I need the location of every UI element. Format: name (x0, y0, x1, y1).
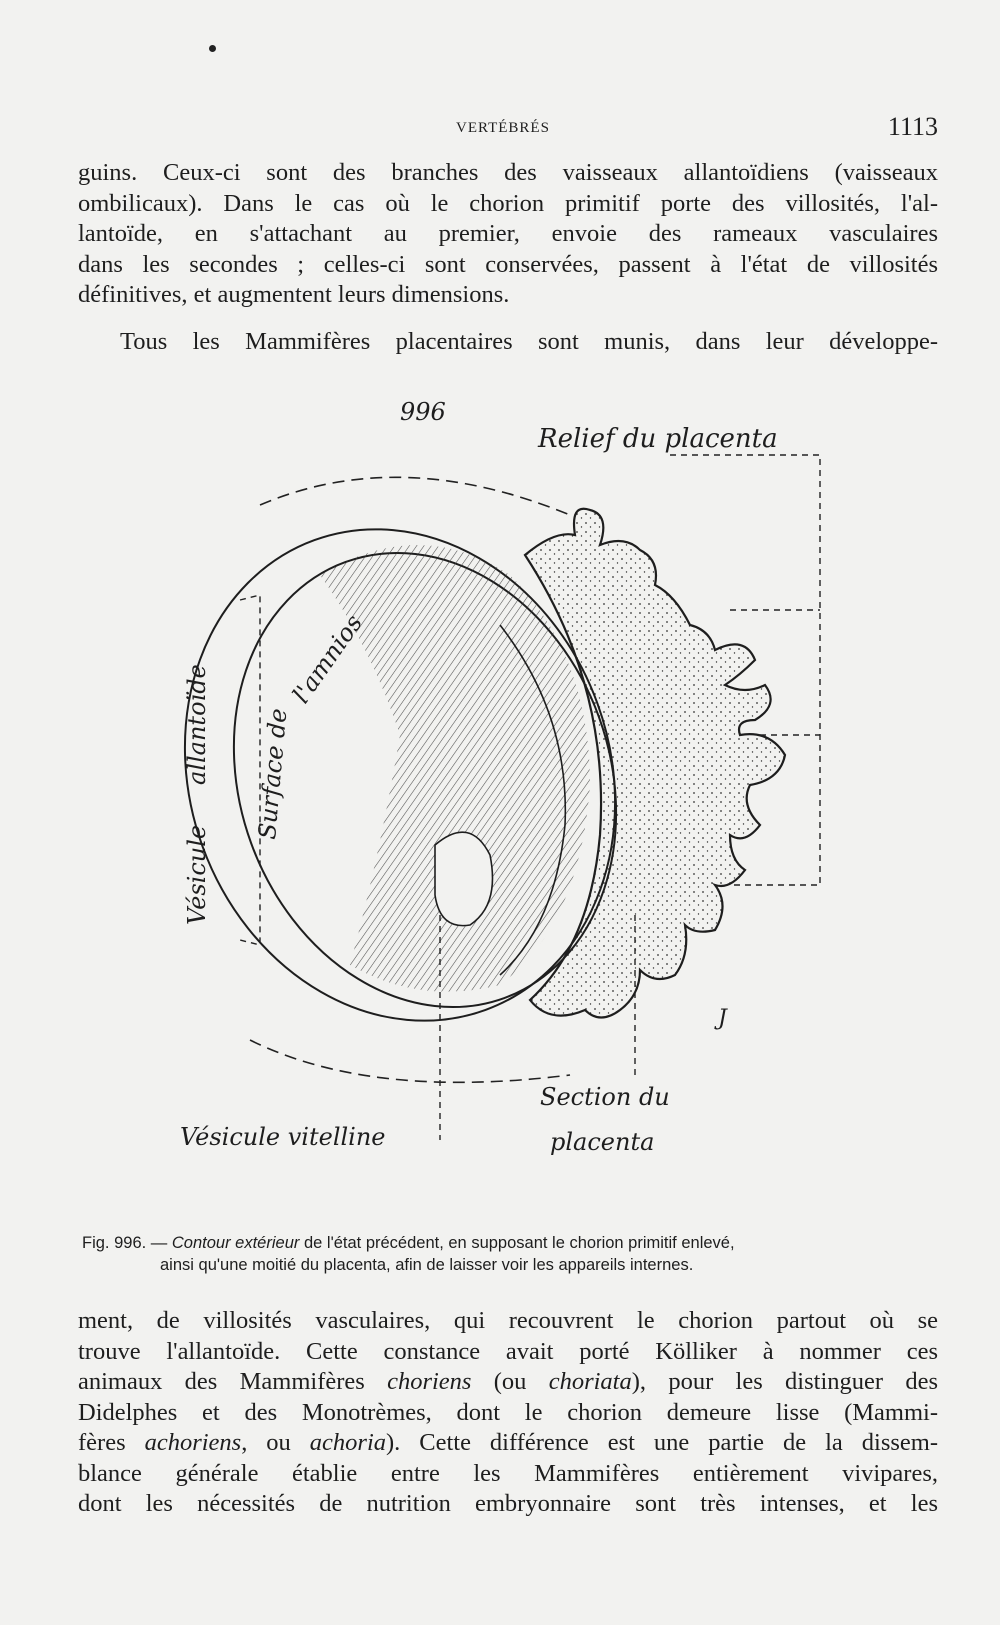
italic-term: achoriens (144, 1429, 242, 1456)
embryo-form (435, 832, 493, 925)
text-line: Tous les Mammifères placentaires sont munis, dans leur développe- (120, 328, 938, 355)
text-line: dont les nécessités de nutrition embryonnaire sont très intenses, et les (78, 1490, 938, 1517)
italic-term: choriens (387, 1368, 472, 1395)
caption-title: Contour extérieur (171, 1234, 300, 1252)
ink-speck (209, 45, 216, 52)
figure-996 (170, 385, 870, 1215)
text-line: blance générale établie entre les Mammifères entièrement vivipares, (78, 1459, 938, 1487)
label-surface: Surface de (253, 707, 293, 841)
italic-term: achoria (309, 1429, 386, 1456)
text-line: lantoïde, en s'attachant au premier, envoie des rameaux vasculaires (78, 220, 938, 247)
page-number: 1113 (887, 112, 938, 141)
figure-number: 996 (400, 398, 446, 426)
text-line: ment, de villosités vasculaires, qui recouvrent le chorion partout où se (78, 1307, 938, 1334)
caption-line1: de l'état précédent, en supposant le chorion primitif enlevé, (303, 1234, 735, 1252)
label-section: Section du (540, 1083, 670, 1111)
label-vesicule: Vésicule (183, 824, 211, 925)
text-line: trouve l'allantoïde. Cette constance avait porté Kölliker à nommer ces (78, 1337, 938, 1365)
label-placenta: placenta (550, 1128, 655, 1156)
caption-line2: ainsi qu'une moitié du placenta, afin de laisser voir les appareils internes. (160, 1256, 694, 1274)
text-line: animaux des Mammifères choriens (ou choriata), pour les distinguer des (78, 1368, 938, 1395)
italic-term: choriata (548, 1368, 632, 1395)
outer-dashed-arc (260, 477, 570, 515)
top-paragraph (78, 158, 938, 311)
text-line: Didelphes et des Monotrèmes, dont le chorion demeure lisse (Mammi- (78, 1398, 938, 1426)
text-line: guins. Ceux-ci sont des branches des vaisseaux allantoïdiens (vaisseaux (78, 159, 938, 186)
figure-caption (82, 1232, 942, 1276)
bottom-paragraph (78, 1306, 938, 1520)
label-allantoide: allantoïde (183, 664, 211, 785)
caption-figlabel: Fig. 996. — (82, 1234, 168, 1252)
label-relief: Relief du placenta (538, 424, 778, 454)
lower-dashed-arc (250, 1040, 570, 1082)
text-line: dans les secondes ; celles-ci sont conservées, passent à l'état de villosités (78, 250, 938, 278)
text-line: fères achoriens, ou achoria). Cette différence est une partie de la dissem- (78, 1429, 938, 1456)
text-line: ombilicaux). Dans le cas où le chorion primitif porte des villosités, l'al- (78, 189, 938, 217)
middle-paragraph (78, 327, 938, 358)
running-head: VERTÉBRÉS (456, 120, 550, 136)
text-line: définitives, et augmentent leurs dimensions. (78, 281, 510, 308)
embryo-illustration (170, 385, 870, 1215)
label-amnios: l'amnios (286, 609, 368, 709)
label-vitelline: Vésicule vitelline (180, 1123, 386, 1151)
marker-j: J (718, 1006, 727, 1031)
